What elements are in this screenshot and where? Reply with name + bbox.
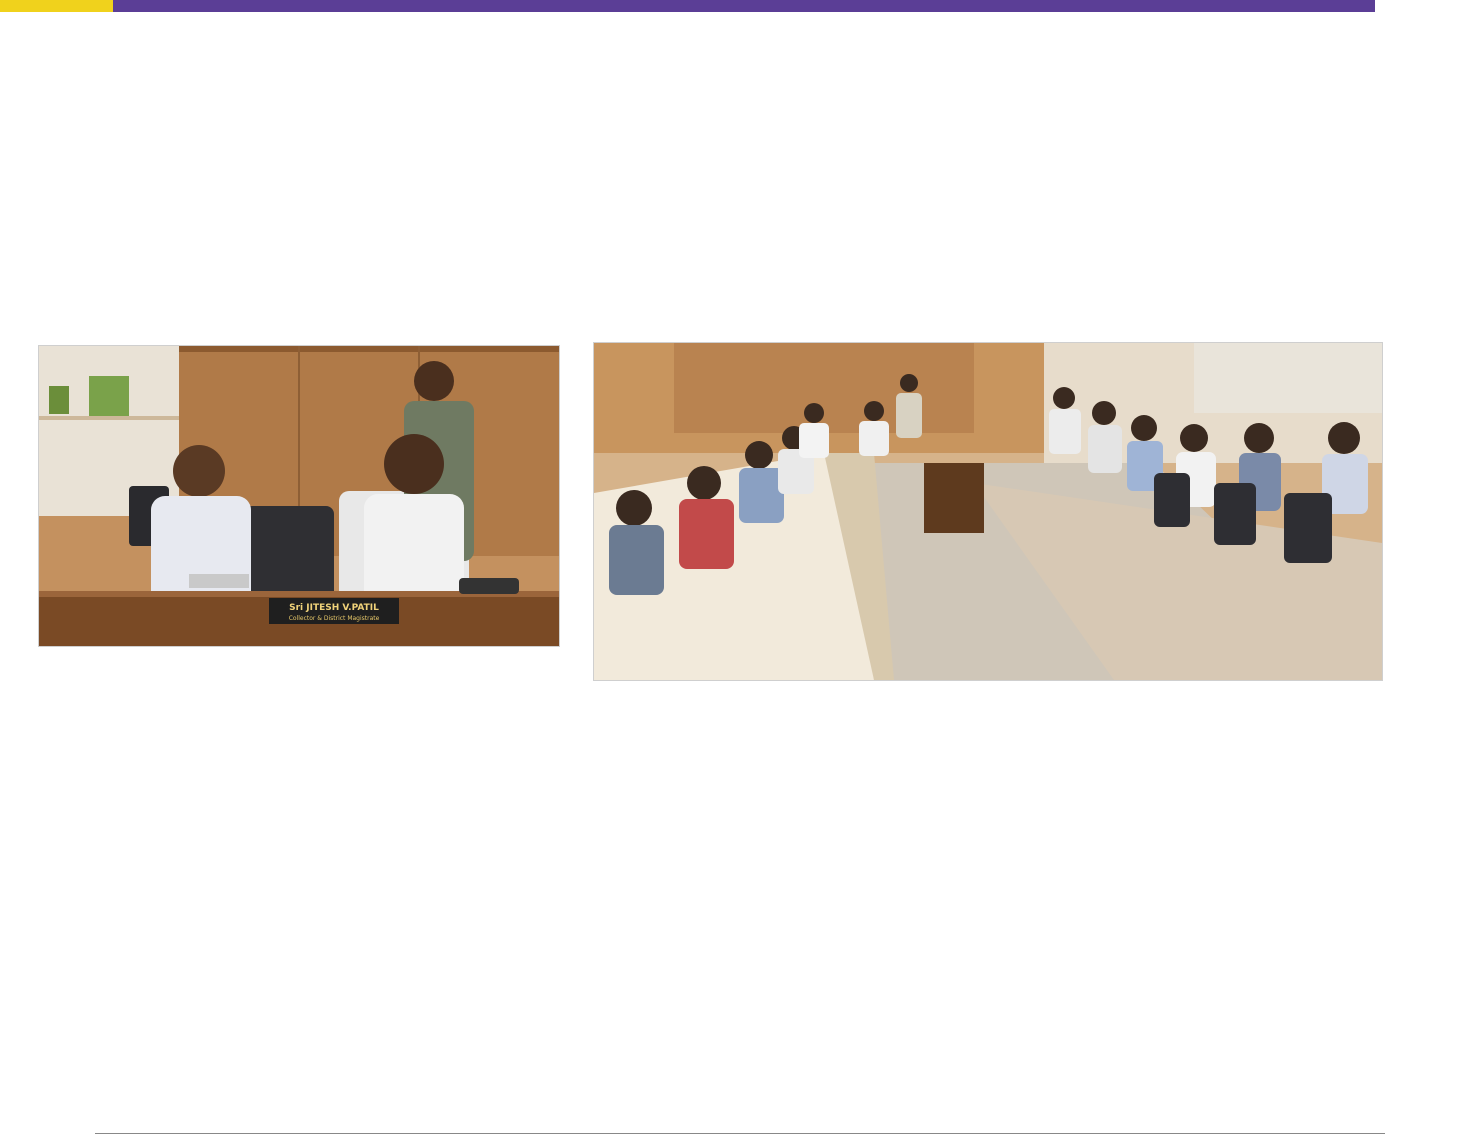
photo-collector-desk bbox=[38, 345, 560, 647]
photo1-nameplate: Sri JITESH V.PATIL bbox=[289, 603, 379, 613]
top-color-bar bbox=[0, 0, 1463, 12]
top-bar-purple bbox=[113, 0, 1375, 12]
photo1-nameplate-role: Collector & District Magistrate bbox=[288, 615, 380, 622]
photo-conference-hall bbox=[593, 342, 1383, 681]
bottom-rule bbox=[95, 1133, 1385, 1134]
photo-collector-desk-illustration bbox=[39, 346, 559, 646]
subheadline bbox=[380, 128, 1080, 172]
photo-conference-hall-illustration bbox=[594, 343, 1382, 680]
top-bar-yellow bbox=[0, 0, 113, 12]
headline bbox=[28, 40, 1438, 120]
